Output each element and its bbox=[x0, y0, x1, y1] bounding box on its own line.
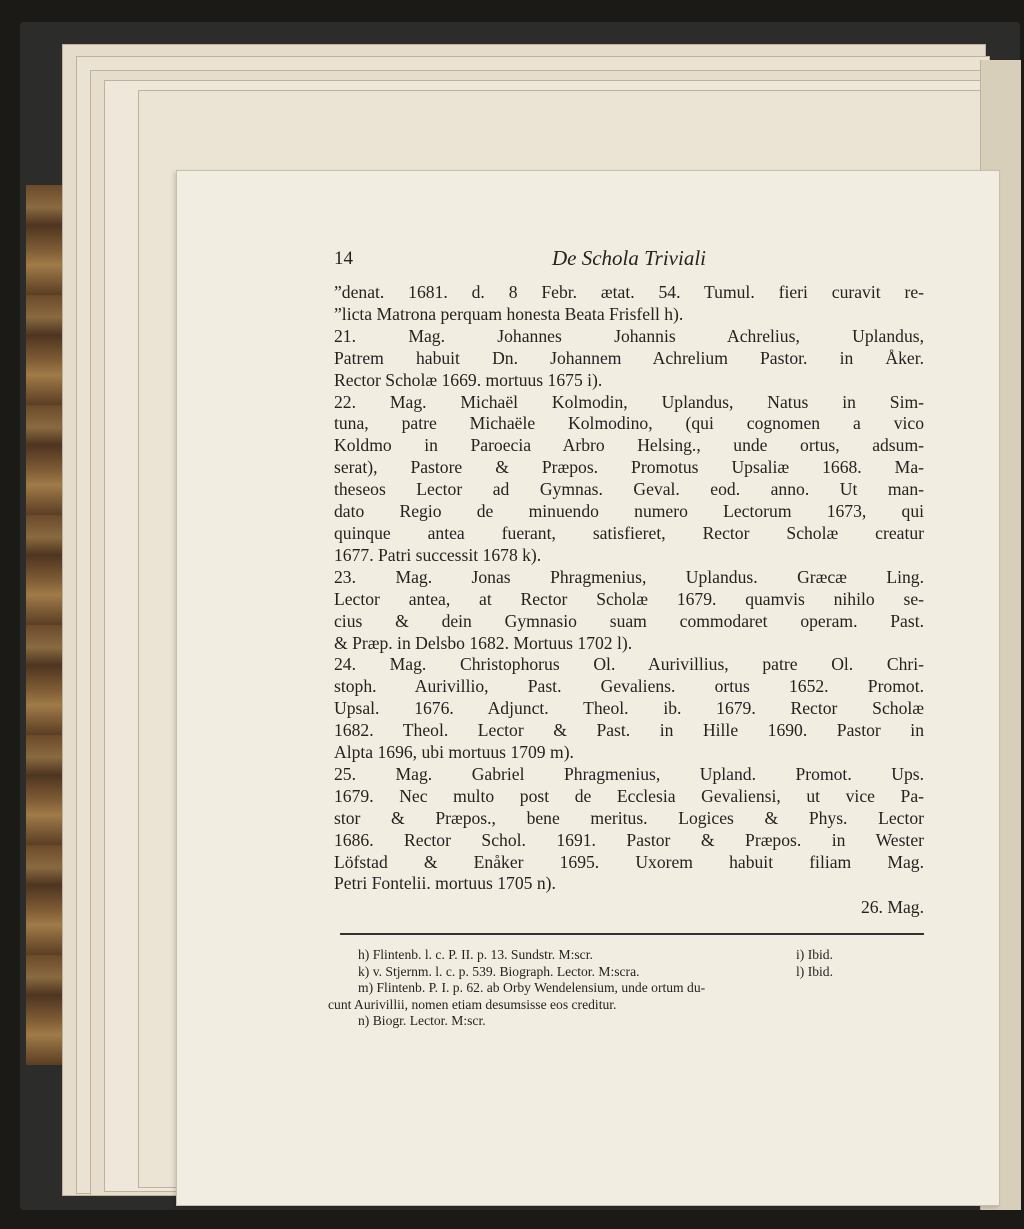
text-line: Löfstad & Enåker 1695. Uxorem habuit filiam Mag. bbox=[334, 851, 924, 872]
text-line: serat), Pastore & Præpos. Promotus Upsaliæ 1668. Ma- bbox=[334, 457, 924, 478]
text-line: 1677. Patri successit 1678 k). bbox=[334, 544, 542, 565]
catchword: 26. Mag. bbox=[860, 897, 924, 918]
text-line: 25. Mag. Gabriel Phragmenius, Upland. Promot. Ups. bbox=[334, 763, 924, 784]
footnote-h: h) Flintenb. l. c. P. II. p. 13. Sundstr. M:scr. bbox=[358, 947, 593, 963]
footnotes bbox=[328, 947, 924, 1030]
text-line: 22. Mag. Michaël Kolmodin, Uplandus, Natus in Sim- bbox=[334, 391, 924, 412]
text-line: stor & Præpos., bene meritus. Logices & Phys. Lector bbox=[334, 807, 924, 828]
text-line: Lector antea, at Rector Scholæ 1679. quamvis nihilo se- bbox=[334, 588, 924, 609]
text-line: & Præp. in Delsbo 1682. Mortuus 1702 l). bbox=[334, 632, 633, 653]
page-number: 14 bbox=[334, 248, 353, 269]
marbled-spine bbox=[26, 185, 64, 1065]
text-line: Upsal. 1676. Adjunct. Theol. ib. 1679. Rector Scholæ bbox=[334, 698, 924, 719]
footnote-m-continued: cunt Aurivillii, nomen etiam desumsisse eos creditur. bbox=[328, 996, 617, 1012]
page-content bbox=[328, 246, 924, 1030]
text-line: Patrem habuit Dn. Johannem Achrelium Pastor. in Åker. bbox=[334, 347, 924, 368]
running-head: De Schola Triviali bbox=[552, 246, 706, 270]
footnote-i: i) Ibid. bbox=[796, 947, 833, 963]
text-line: theseos Lector ad Gymnas. Geval. eod. anno. Ut man- bbox=[334, 479, 924, 500]
text-line: Petri Fontelii. mortuus 1705 n). bbox=[334, 873, 556, 894]
footnote-l: l) Ibid. bbox=[796, 963, 833, 979]
text-line: quinque antea fuerant, satisfieret, Rector Scholæ creatur bbox=[334, 522, 924, 543]
footnote-row bbox=[328, 997, 924, 1014]
text-line: Koldmo in Paroecia Arbro Helsing., unde ortus, adsum- bbox=[334, 435, 924, 456]
text-line: stoph. Aurivillio, Past. Gevaliens. ortus 1652. Promot. bbox=[334, 676, 924, 697]
text-line: cius & dein Gymnasio suam commodaret operam. Past. bbox=[334, 610, 924, 631]
text-line: 1686. Rector Schol. 1691. Pastor & Præpos. in Wester bbox=[334, 829, 924, 850]
text-line: dato Regio de minuendo numero Lectorum 1673, qui bbox=[334, 501, 924, 522]
footnote-row bbox=[358, 980, 924, 997]
footnote-m: m) Flintenb. P. I. p. 62. ab Orby Wendelensium, unde ortum du- bbox=[358, 980, 706, 996]
footnote-row bbox=[358, 1013, 924, 1030]
footnote-k: k) v. Stjernm. l. c. p. 539. Biograph. Lector. M:scra. bbox=[358, 963, 640, 979]
text-line: Alpta 1696, ubi mortuus 1709 m). bbox=[334, 742, 574, 763]
page-header bbox=[334, 248, 924, 282]
footnote-n: n) Biogr. Lector. M:scr. bbox=[358, 1013, 486, 1029]
text-line: 1682. Theol. Lector & Past. in Hille 1690. Pastor in bbox=[334, 720, 924, 741]
text-line: ”licta Matrona perquam honesta Beata Frisfell h). bbox=[334, 303, 684, 324]
text-line: 24. Mag. Christophorus Ol. Aurivillius, patre Ol. Chri- bbox=[334, 654, 924, 675]
text-line: ”denat. 1681. d. 8 Febr. ætat. 54. Tumul. fieri curavit re- bbox=[334, 282, 924, 302]
text-line: tuna, patre Michaële Kolmodino, (qui cognomen a vico bbox=[334, 413, 924, 434]
body-text bbox=[334, 282, 924, 895]
footnote-row bbox=[358, 947, 924, 964]
text-line: Rector Scholæ 1669. mortuus 1675 i). bbox=[334, 369, 603, 390]
footnote-row bbox=[358, 964, 924, 981]
text-line: 23. Mag. Jonas Phragmenius, Uplandus. Græcæ Ling. bbox=[334, 566, 924, 587]
text-line: 21. Mag. Johannes Johannis Achrelius, Uplandus, bbox=[334, 325, 924, 346]
footnote-rule bbox=[340, 933, 924, 935]
text-line: 1679. Nec multo post de Ecclesia Gevaliensi, ut vice Pa- bbox=[334, 785, 924, 806]
